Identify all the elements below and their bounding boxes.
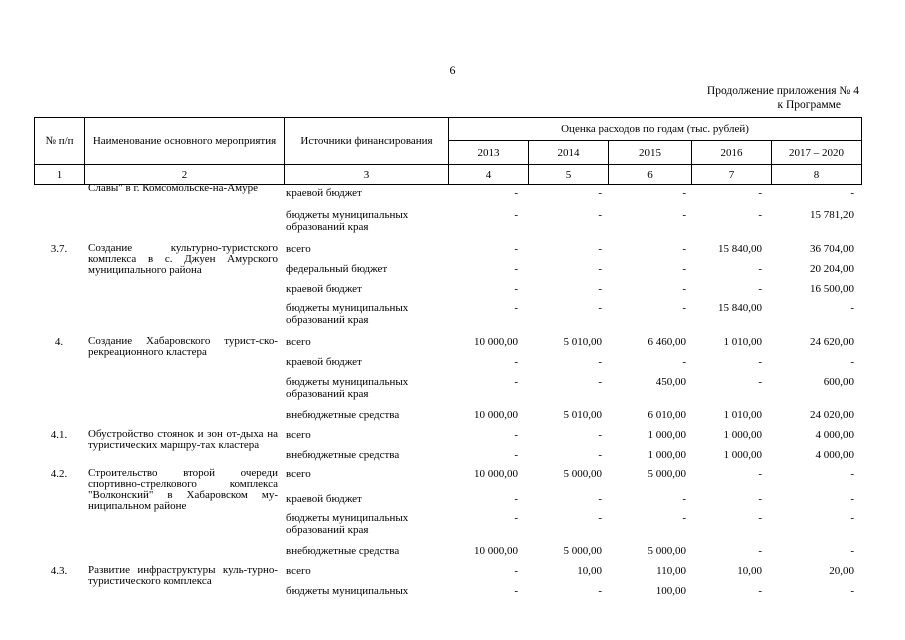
value-2014: - (598, 512, 602, 524)
value-2017-2020: 4 000,00 (815, 449, 854, 461)
value-2014: - (598, 376, 602, 388)
value-2015: 110,00 (656, 565, 686, 577)
value-2016: 1 000,00 (723, 449, 762, 461)
value-2015: - (682, 187, 686, 199)
value-2013: - (514, 263, 518, 275)
index-cell: 1 (35, 165, 85, 185)
value-2014: 5 010,00 (563, 336, 602, 348)
funding-source: всего (286, 565, 311, 577)
table-row (34, 302, 861, 336)
value-2014: 5 010,00 (563, 409, 602, 421)
value-2016: - (758, 187, 762, 199)
index-cell: 8 (772, 165, 862, 185)
value-2015: - (682, 302, 686, 314)
value-2014: - (598, 209, 602, 221)
value-2014: - (598, 429, 602, 441)
value-2016: - (758, 512, 762, 524)
value-2016: 1 010,00 (723, 409, 762, 421)
table-row (34, 429, 861, 449)
value-2015: - (682, 512, 686, 524)
value-2015: 6 010,00 (647, 409, 686, 421)
value-2013: - (514, 585, 518, 597)
value-2017-2020: 24 020,00 (810, 409, 854, 421)
value-2013: - (514, 209, 518, 221)
value-2016: - (758, 376, 762, 388)
value-2014: - (598, 187, 602, 199)
index-cell: 7 (692, 165, 772, 185)
value-2017-2020: - (850, 512, 854, 524)
table-row (34, 283, 861, 302)
table-row (34, 545, 861, 565)
index-cell: 3 (285, 165, 449, 185)
funding-source: краевой бюджет (286, 493, 362, 505)
value-2015: - (682, 263, 686, 275)
funding-source: всего (286, 336, 311, 348)
value-2016: - (758, 356, 762, 368)
row-number: 4.3. (50, 565, 68, 577)
value-2015: 1 000,00 (647, 429, 686, 441)
value-2014: - (598, 302, 602, 314)
value-2015: - (682, 209, 686, 221)
value-2017-2020: - (850, 493, 854, 505)
value-2017-2020: 600,00 (823, 376, 854, 388)
value-2014: - (598, 449, 602, 461)
value-2017-2020: 24 620,00 (810, 336, 854, 348)
value-2015: 5 000,00 (647, 545, 686, 557)
value-2015: - (682, 283, 686, 295)
funding-source: краевой бюджет (286, 283, 362, 295)
header-col-name: Наименование основного мероприятия (85, 118, 285, 165)
table-row (34, 209, 861, 243)
value-2017-2020: 4 000,00 (815, 429, 854, 441)
funding-source: внебюджетные средства (286, 449, 400, 461)
value-2016: - (758, 468, 762, 480)
value-2017-2020: 16 500,00 (810, 283, 854, 295)
header-col-source: Источники финансирования (285, 118, 449, 165)
value-2015: 1 000,00 (647, 449, 686, 461)
value-2017-2020: - (850, 187, 854, 199)
value-2013: - (514, 243, 518, 255)
value-2017-2020: - (850, 468, 854, 480)
value-2013: - (514, 493, 518, 505)
value-2017-2020: 36 704,00 (810, 243, 854, 255)
table-body (34, 182, 861, 604)
value-2014: - (598, 283, 602, 295)
funding-source: бюджеты муниципальных образований края (286, 376, 409, 400)
table-row (34, 263, 861, 283)
value-2013: 10 000,00 (474, 545, 518, 557)
value-2013: - (514, 187, 518, 199)
header-year: 2017 – 2020 (772, 141, 862, 165)
activity-name: Обустройство стоянок и зон от-дыха на туристических маршру-тах кластера (88, 428, 278, 451)
value-2016: - (758, 263, 762, 275)
value-2013: - (514, 429, 518, 441)
index-cell: 4 (449, 165, 529, 185)
value-2016: 15 840,00 (718, 243, 762, 255)
table-row (34, 585, 861, 604)
row-number: 4.2. (50, 468, 68, 480)
value-2016: 1 000,00 (723, 429, 762, 441)
row-number: 3.7. (50, 243, 68, 255)
value-2015: 450,00 (655, 376, 686, 388)
value-2013: - (514, 512, 518, 524)
table-row (34, 512, 861, 545)
funding-source: внебюджетные средства (286, 545, 400, 557)
value-2016: 10,00 (737, 565, 762, 577)
value-2014: 5 000,00 (563, 545, 602, 557)
funding-source: бюджеты муниципальных (286, 585, 409, 597)
value-2017-2020: - (850, 545, 854, 557)
page-number: 6 (449, 63, 456, 77)
table-row (34, 182, 861, 209)
value-2013: 10 000,00 (474, 409, 518, 421)
table-row (34, 449, 861, 468)
funding-source: внебюджетные средства (286, 409, 400, 421)
value-2015: - (682, 243, 686, 255)
table-row (34, 356, 861, 376)
value-2016: - (758, 585, 762, 597)
value-2016: 1 010,00 (723, 336, 762, 348)
value-2013: - (514, 565, 518, 577)
funding-source: всего (286, 468, 311, 480)
value-2016: - (758, 493, 762, 505)
funding-source: всего (286, 429, 311, 441)
value-2016: 15 840,00 (718, 302, 762, 314)
funding-source: краевой бюджет (286, 356, 362, 368)
index-cell: 2 (85, 165, 285, 185)
value-2013: - (514, 283, 518, 295)
value-2016: - (758, 545, 762, 557)
activity-name: Развитие инфраструктуры куль-турно-туристического комплекса (88, 564, 278, 587)
value-2013: - (514, 356, 518, 368)
value-2017-2020: - (850, 302, 854, 314)
appendix-note-line1: Продолжение приложения № 4 (706, 85, 859, 97)
value-2014: - (598, 243, 602, 255)
activity-name: Создание Хабаровского турист-ско-рекреационного кластера (88, 335, 278, 358)
value-2014: 10,00 (577, 565, 602, 577)
value-2017-2020: 20,00 (829, 565, 854, 577)
value-2016: - (758, 209, 762, 221)
value-2015: - (682, 356, 686, 368)
header-year: 2014 (529, 141, 609, 165)
value-2014: 5 000,00 (563, 468, 602, 480)
activity-name: Строительство второй очереди спортивно-стрелкового комплекса "Волконский" в Хабаровском му-ниципальном районе (88, 467, 278, 512)
row-number: 4. (54, 336, 64, 348)
funding-source: краевой бюджет (286, 187, 362, 199)
value-2015: - (682, 493, 686, 505)
value-2013: - (514, 449, 518, 461)
value-2015: 100,00 (655, 585, 686, 597)
value-2016: - (758, 283, 762, 295)
value-2013: - (514, 302, 518, 314)
activity-name: Славы" в г. Комсомольске-на-Амуре (88, 182, 259, 194)
value-2013: 10 000,00 (474, 468, 518, 480)
funding-source: всего (286, 243, 311, 255)
table-row (34, 565, 861, 585)
header-year: 2015 (609, 141, 692, 165)
table-row (34, 493, 861, 512)
value-2014: - (598, 263, 602, 275)
value-2015: 6 460,00 (647, 336, 686, 348)
table-row (34, 336, 861, 356)
header-year: 2016 (692, 141, 772, 165)
table-header (34, 117, 862, 185)
value-2014: - (598, 585, 602, 597)
value-2014: - (598, 356, 602, 368)
index-cell: 6 (609, 165, 692, 185)
index-cell: 5 (529, 165, 609, 185)
funding-source: бюджеты муниципальных образований края (286, 302, 409, 326)
value-2017-2020: - (850, 585, 854, 597)
funding-source: бюджеты муниципальных образований края (286, 512, 409, 536)
value-2017-2020: 15 781,20 (810, 209, 854, 221)
value-2013: - (514, 376, 518, 388)
table-row (34, 376, 861, 409)
activity-name: Создание культурно-туристского комплекса в с. Джуен Амурского муниципального района (88, 242, 278, 276)
row-number: 4.1. (50, 429, 68, 441)
funding-source: федеральный бюджет (286, 263, 388, 275)
appendix-note-line2: к Программе (777, 99, 841, 111)
table-row (34, 409, 861, 429)
value-2017-2020: 20 204,00 (810, 263, 854, 275)
value-2017-2020: - (850, 356, 854, 368)
value-2013: 10 000,00 (474, 336, 518, 348)
value-2014: - (598, 493, 602, 505)
value-2015: 5 000,00 (647, 468, 686, 480)
appendix-note (707, 84, 859, 112)
header-col-estimate: Оценка расходов по годам (тыс. рублей) (449, 118, 862, 141)
header-year: 2013 (449, 141, 529, 165)
header-col-num: № п/п (35, 118, 85, 165)
funding-source: бюджеты муниципальных образований края (286, 209, 409, 233)
